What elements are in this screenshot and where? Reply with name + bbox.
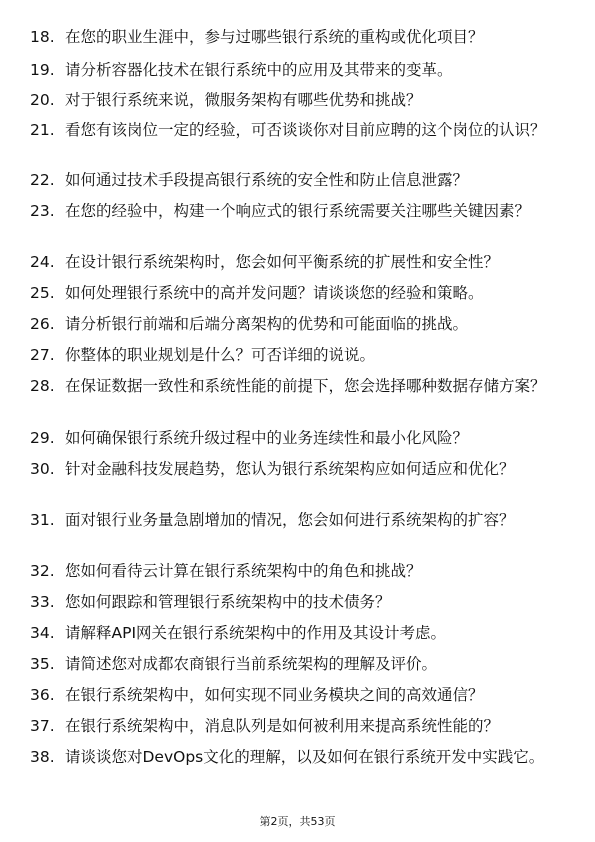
question-number: 38. bbox=[30, 748, 55, 766]
question-text: 在保证数据一致性和系统性能的前提下，您会选择哪种数据存储方案？ bbox=[65, 377, 546, 395]
question-number: 28. bbox=[30, 377, 55, 395]
question-number: 34. bbox=[30, 624, 55, 642]
question-text: 对于银行系统来说，微服务架构有哪些优势和挑战？ bbox=[65, 91, 422, 109]
question-number: 32. bbox=[30, 562, 55, 580]
question-number: 33. bbox=[30, 593, 55, 611]
question-text: 在银行系统架构中，如何实现不同业务模块之间的高效通信？ bbox=[65, 686, 484, 704]
question-text: 请谈谈您对DevOps文化的理解，以及如何在银行系统开发中实践它。 bbox=[65, 748, 545, 766]
question-number: 30. bbox=[30, 460, 55, 478]
question-text: 如何处理银行系统中的高并发问题？请谈谈您的经验和策略。 bbox=[65, 284, 484, 302]
question-text: 面对银行业务量急剧增加的情况，您会如何进行系统架构的扩容？ bbox=[65, 511, 515, 529]
question-text: 您如何跟踪和管理银行系统架构中的技术债务？ bbox=[65, 593, 391, 611]
question-number: 19. bbox=[30, 61, 55, 79]
question-number: 21. bbox=[30, 121, 55, 139]
question-text: 请分析银行前端和后端分离架构的优势和可能面临的挑战。 bbox=[65, 315, 469, 333]
question-text: 如何确保银行系统升级过程中的业务连续性和最小化风险？ bbox=[65, 429, 469, 447]
question-text: 请解释API网关在银行系统架构中的作用及其设计考虑。 bbox=[65, 624, 447, 642]
question-number: 26. bbox=[30, 315, 55, 333]
question-text: 在设计银行系统架构时，您会如何平衡系统的扩展性和安全性？ bbox=[65, 253, 500, 271]
question-text: 您如何看待云计算在银行系统架构中的角色和挑战？ bbox=[65, 562, 422, 580]
question-text: 如何通过技术手段提高银行系统的安全性和防止信息泄露？ bbox=[65, 171, 469, 189]
question-number: 25. bbox=[30, 284, 55, 302]
question-text: 请分析容器化技术在银行系统中的应用及其带来的变革。 bbox=[65, 61, 453, 79]
question-text: 你整体的职业规划是什么？可否详细的说说。 bbox=[65, 346, 376, 364]
question-number: 31. bbox=[30, 511, 55, 529]
question-text: 在您的经验中，构建一个响应式的银行系统需要关注哪些关键因素？ bbox=[65, 202, 531, 220]
page-footer: 第2页，共53页 bbox=[259, 815, 336, 828]
question-text: 在您的职业生涯中，参与过哪些银行系统的重构或优化项目？ bbox=[65, 28, 484, 46]
question-number: 24. bbox=[30, 253, 55, 271]
question-number: 23. bbox=[30, 202, 55, 220]
question-text: 请简述您对成都农商银行当前系统架构的理解及评价。 bbox=[65, 655, 438, 673]
question-number: 18. bbox=[30, 28, 55, 46]
question-number: 29. bbox=[30, 429, 55, 447]
question-number: 22. bbox=[30, 171, 55, 189]
question-text: 看您有该岗位一定的经验，可否谈谈你对目前应聘的这个岗位的认识？ bbox=[65, 121, 546, 139]
question-number: 37. bbox=[30, 717, 55, 735]
question-number: 20. bbox=[30, 91, 55, 109]
question-text: 在银行系统架构中，消息队列是如何被利用来提高系统性能的？ bbox=[65, 717, 500, 735]
question-number: 35. bbox=[30, 655, 55, 673]
question-text: 针对金融科技发展趋势，您认为银行系统架构应如何适应和优化？ bbox=[65, 460, 515, 478]
question-number: 36. bbox=[30, 686, 55, 704]
question-number: 27. bbox=[30, 346, 55, 364]
